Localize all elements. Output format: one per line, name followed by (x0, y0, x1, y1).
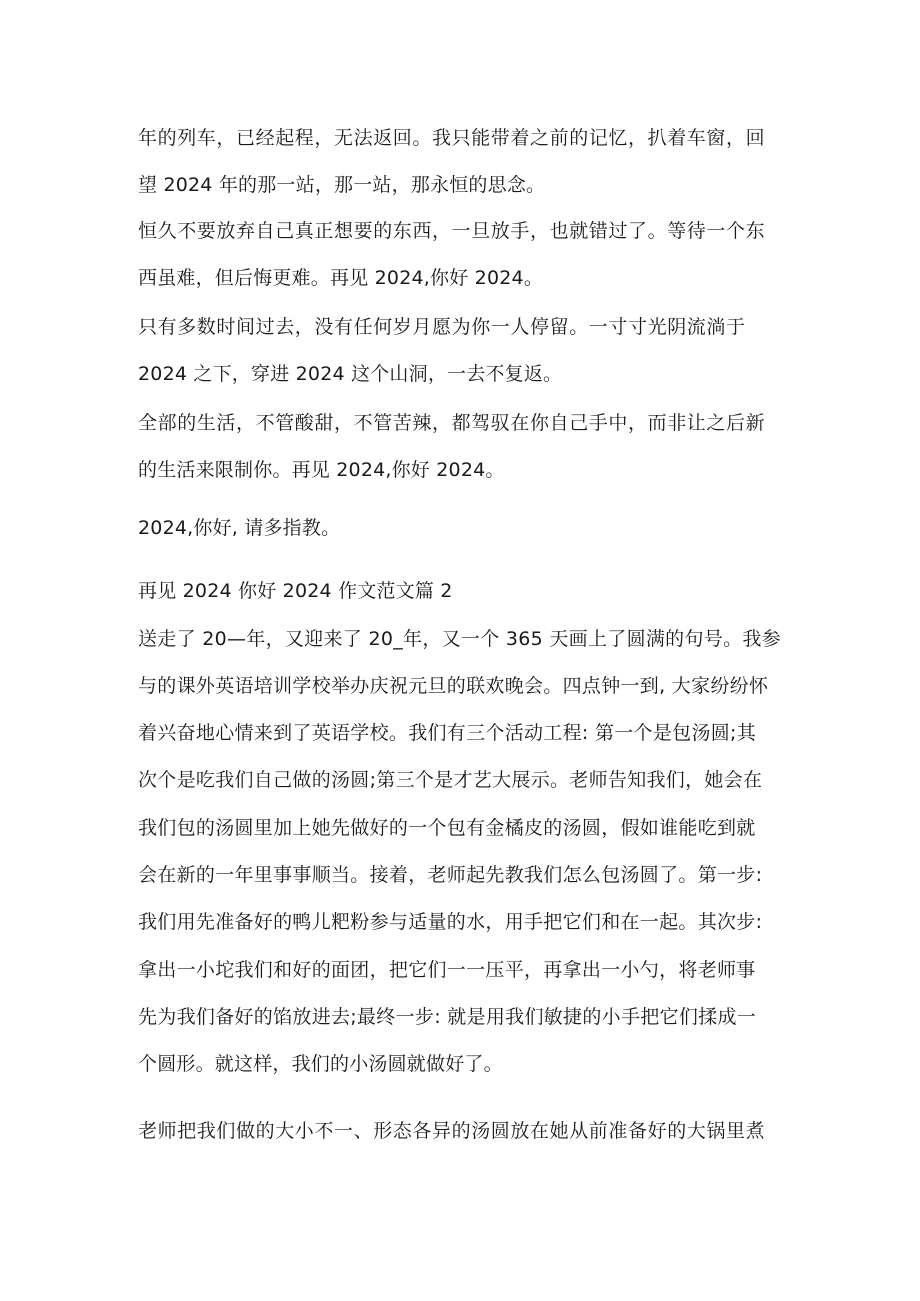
text-line: 拿出一小坨我们和好的面团，把它们一一压平，再拿出一小勺，将老师事 (138, 959, 756, 981)
text-line: 望 2024 年的那一站，那一站，那永恒的思念。 (138, 174, 546, 196)
text-line: 年的列车，已经起程，无法返回。我只能带着之前的记忆，扒着车窗，回 (138, 127, 766, 149)
text-line: 西虽难，但后悔更难。再见 2024,你好 2024。 (138, 267, 544, 289)
text-line: 恒久不要放弃自己真正想要的东西，一旦放手，也就错过了。等待一个东 (138, 220, 766, 242)
text-line: 2024,你好, 请多指教。 (138, 517, 341, 539)
text-line: 全部的生活，不管酸甜，不管苦辣，都驾驭在你自己手中，而非让之后新 (138, 412, 766, 434)
text-line: 先为我们备好的馅放进去;最终一步: 就是用我们敏捷的小手把它们揉成一 (138, 1006, 757, 1028)
text-line: 2024 之下，穿进 2024 这个山洞，一去不复返。 (138, 363, 563, 385)
text-line: 次个是吃我们自己做的汤圆;第三个是才艺大展示。老师告知我们，她会在 (138, 769, 763, 791)
text-line: 个圆形。就这样，我们的小汤圆就做好了。 (138, 1053, 503, 1075)
text-line: 会在新的一年里事事顺当。接着，老师起先教我们怎么包汤圆了。第一步: (138, 864, 763, 886)
text-line: 我们用先准备好的鸭儿粑粉参与适量的水，用手把它们和在一起。其次步: (138, 911, 763, 933)
text-line: 老师把我们做的大小不一、形态各异的汤圆放在她从前准备好的大锅里煮 (138, 1120, 766, 1142)
text-line: 的生活来限制你。再见 2024,你好 2024。 (138, 459, 505, 481)
text-line: 与的课外英语培训学校举办庆祝元旦的联欢晚会。四点钟一到, 大家纷纷怀 (138, 675, 769, 697)
text-line: 只有多数时间过去，没有任何岁月愿为你一人停留。一寸寸光阴流淌于 (138, 316, 746, 338)
text-line: 着兴奋地心情来到了英语学校。我们有三个活动工程: 第一个是包汤圆;其 (138, 722, 757, 744)
text-line: 送走了 20—年，又迎来了 20_年，又一个 365 天画上了圆满的句号。我参 (138, 628, 781, 650)
text-line: 我们包的汤圆里加上她先做好的一个包有金橘皮的汤圆，假如谁能吃到就 (138, 817, 756, 839)
section-heading: 再见 2024 你好 2024 作文范文篇 2 (138, 580, 453, 602)
